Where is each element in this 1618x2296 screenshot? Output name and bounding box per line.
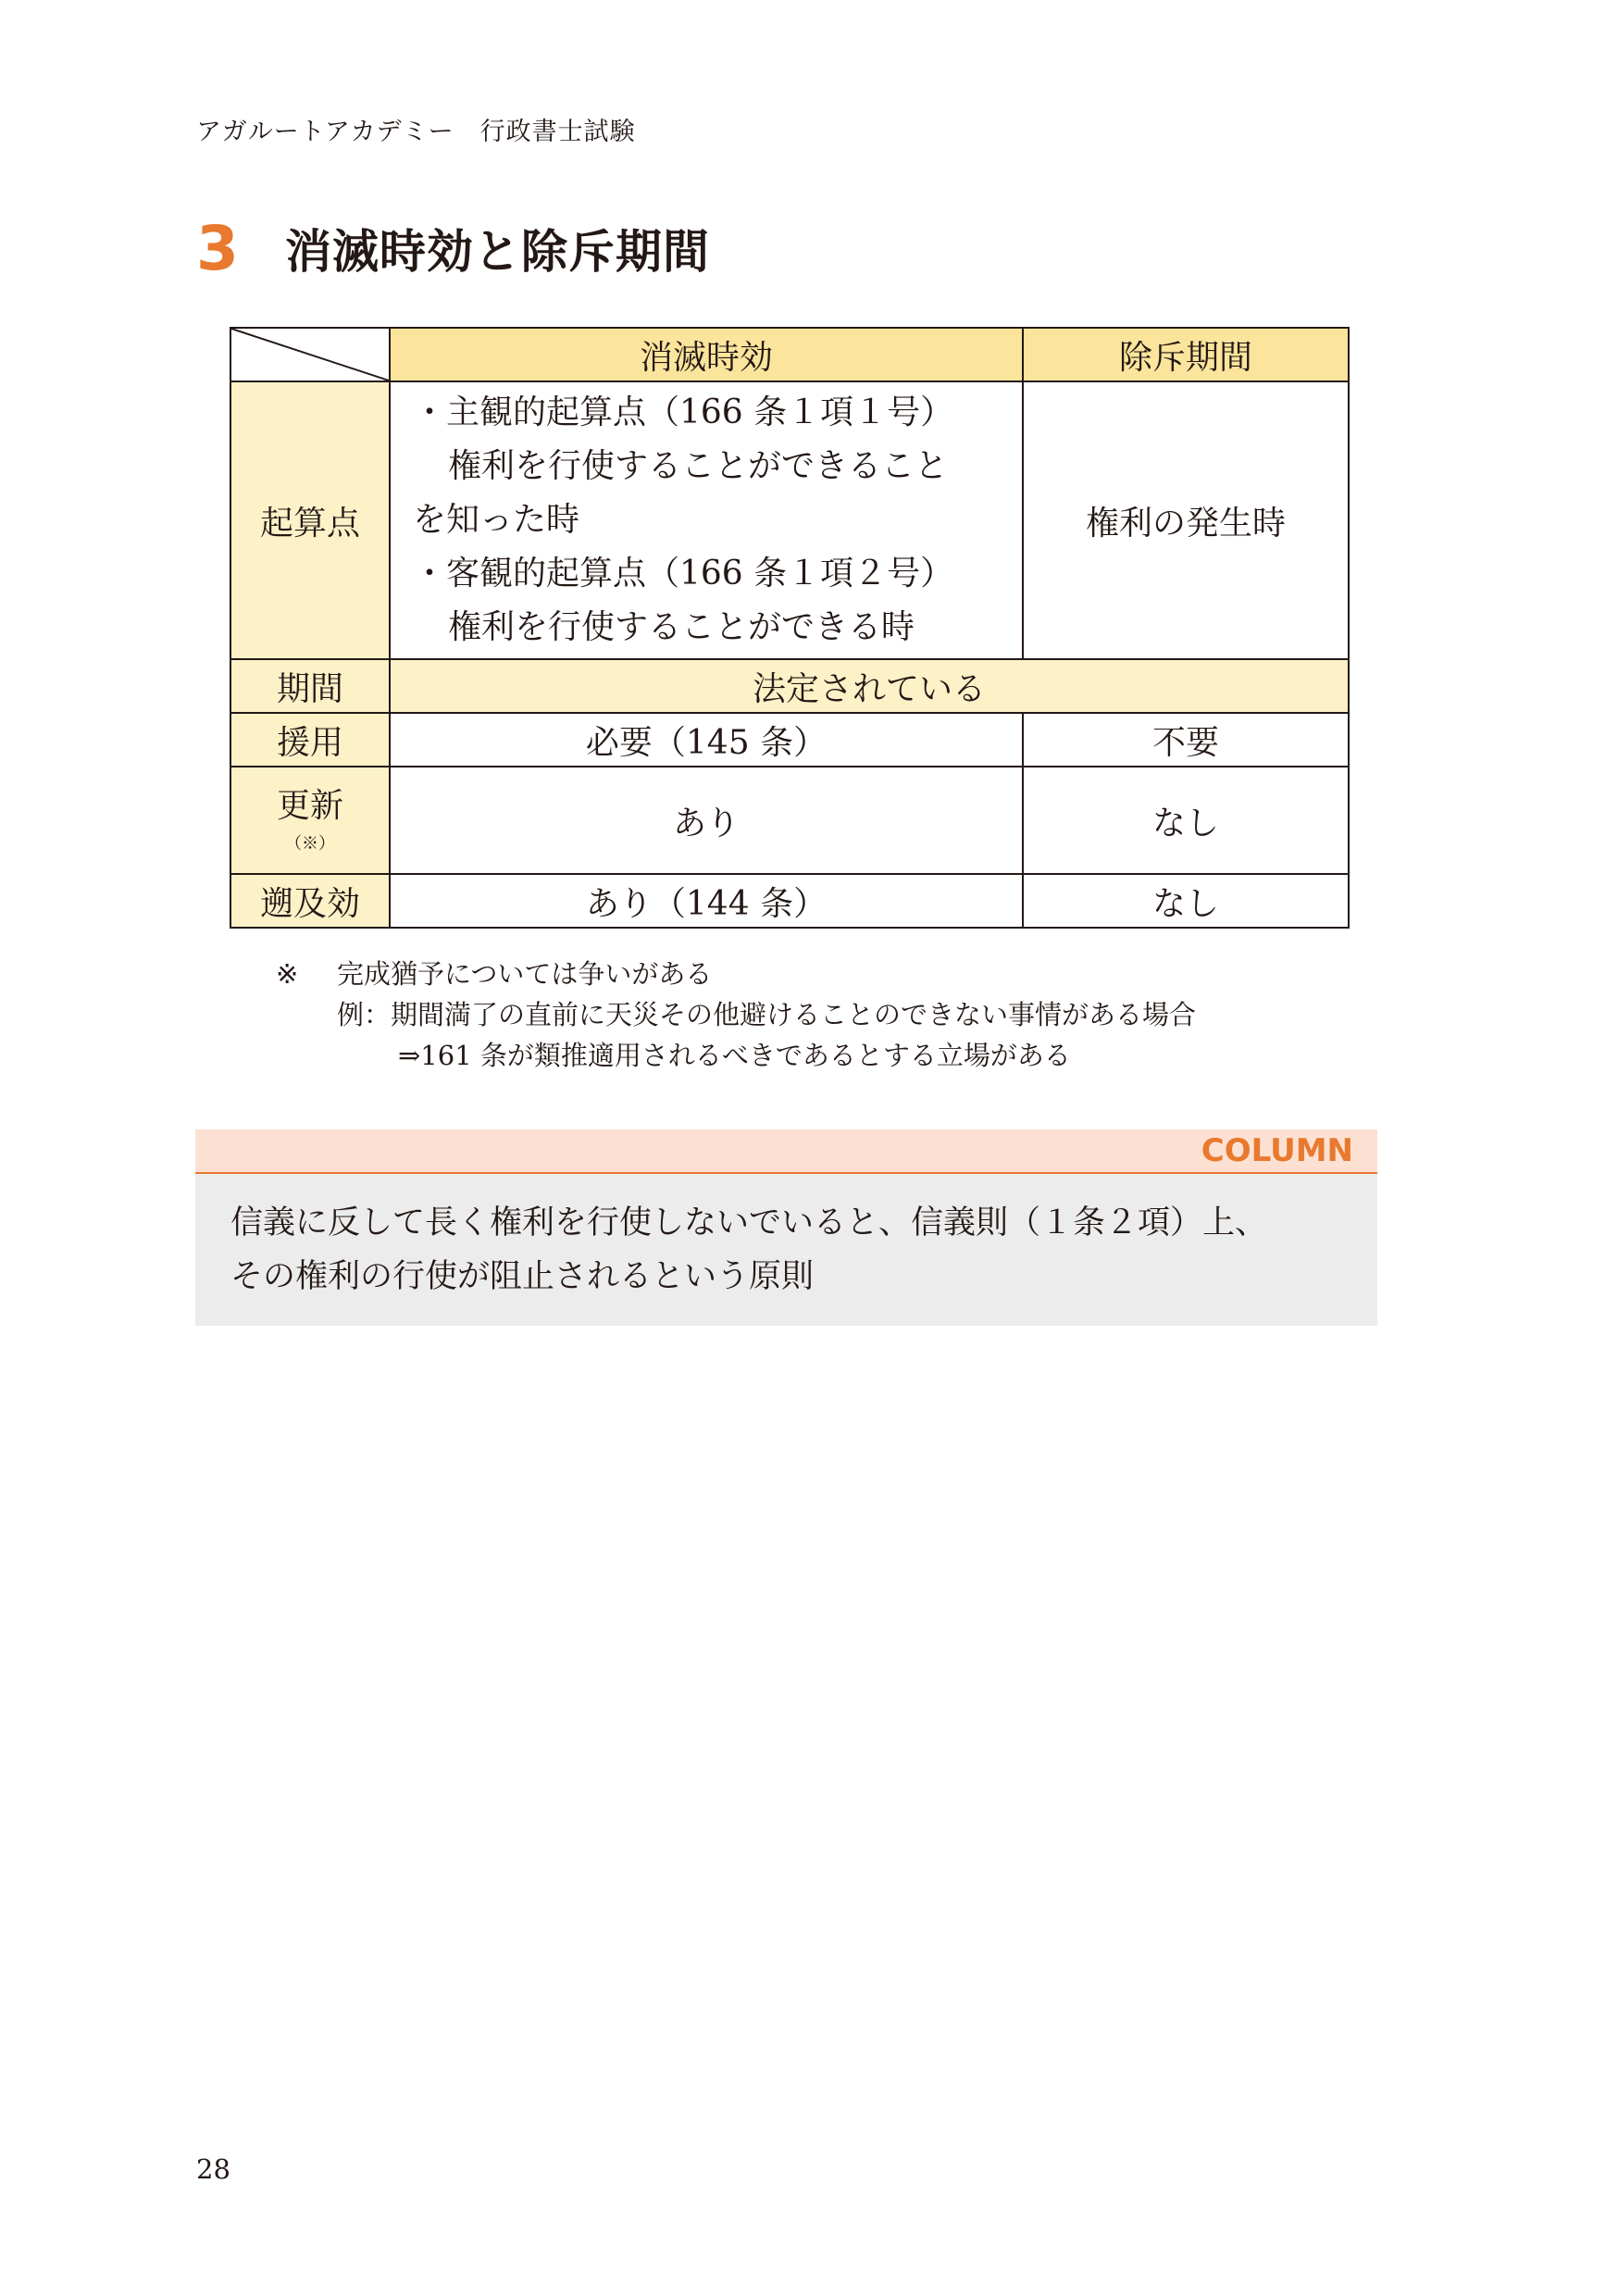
note-reference-line: ⇒161 条が類推適用されるべきであるとする立場がある <box>398 1040 1071 1071</box>
table-row-retroactivity <box>230 874 1349 928</box>
row-label-renewal: 更新 <box>276 787 343 825</box>
column-bar <box>195 1129 1377 1174</box>
renewal-prescription-cell: あり <box>390 767 1023 874</box>
origin-line: を知った時 <box>413 501 580 539</box>
origin-line: ・客観的起算点（166 条１項２号） <box>413 555 954 593</box>
column-text-line: 信義に反して長く権利を行使しないでいると、信義則（１条２項）上、 <box>230 1204 1268 1242</box>
note-line: 完成猶予については争いがある <box>337 958 713 990</box>
period-value-cell: 法定されている <box>390 659 1349 713</box>
origin-line: 権利を行使することができること <box>448 447 949 485</box>
retroactivity-exclusion-cell: なし <box>1023 874 1349 928</box>
origin-line: ・主観的起算点（166 条１項１号） <box>413 393 954 431</box>
origin-prescription-cell <box>390 381 1023 659</box>
column-box <box>195 1129 1377 1326</box>
column-header-exclusion: 除斥期間 <box>1023 328 1349 381</box>
page-number: 28 <box>196 2153 230 2185</box>
row-label-period: 期間 <box>230 659 390 713</box>
table-header-row <box>230 328 1349 381</box>
retroactivity-prescription-cell: あり（144 条） <box>390 874 1023 928</box>
row-label-origin: 起算点 <box>230 381 390 659</box>
renewal-note-mark: （※） <box>285 834 335 854</box>
invocation-prescription-cell: 必要（145 条） <box>390 713 1023 767</box>
column-text-line: その権利の行使が阻止されるという原則 <box>230 1258 815 1295</box>
table-row-renewal <box>230 767 1349 874</box>
column-label: COLUMN <box>1201 1132 1353 1169</box>
table-row-origin <box>230 381 1349 659</box>
table-notes <box>276 954 1196 1076</box>
origin-exclusion-cell: 権利の発生時 <box>1023 381 1349 659</box>
table-row-period <box>230 659 1349 713</box>
renewal-exclusion-cell: なし <box>1023 767 1349 874</box>
note-mark: ※ <box>276 958 299 990</box>
row-label-renewal-cell <box>230 767 390 874</box>
origin-line: 権利を行使することができる時 <box>448 608 915 646</box>
row-label-retroactivity: 遡及効 <box>230 874 390 928</box>
section-title: 消滅時効と除斥期間 <box>285 225 710 279</box>
section-heading <box>196 211 710 285</box>
running-header: アガルートアカデミー 行政書士試験 <box>196 118 636 146</box>
row-label-invocation: 援用 <box>230 713 390 767</box>
table-row-invocation <box>230 713 1349 767</box>
comparison-table <box>230 327 1350 929</box>
column-body <box>195 1174 1377 1304</box>
column-header-prescription: 消滅時効 <box>390 328 1023 381</box>
section-number: 3 <box>196 212 239 284</box>
invocation-exclusion-cell: 不要 <box>1023 713 1349 767</box>
note-example-line: 例：期間満了の直前に天災その他避けることのできない事情がある場合 <box>337 999 1197 1030</box>
corner-cell <box>230 328 390 381</box>
diagonal-line-icon <box>231 329 389 381</box>
